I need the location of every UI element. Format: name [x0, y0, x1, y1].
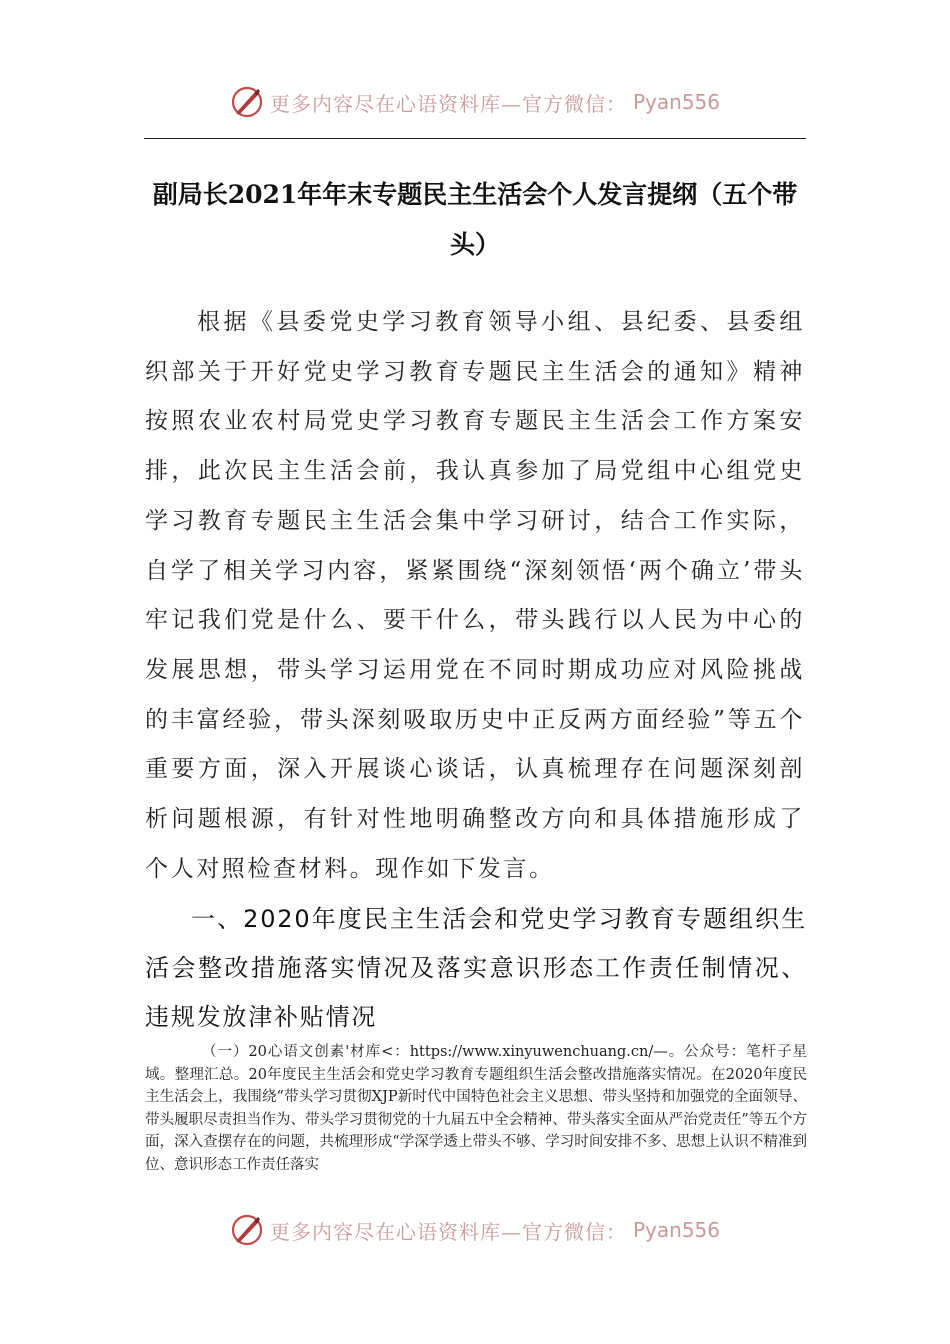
watermark-text: 更多内容尽在心语资料库—官方微信：: [269, 1219, 627, 1244]
wechat-id: Pyan556: [632, 1218, 720, 1242]
header-divider: [144, 138, 806, 139]
header-watermark-banner: [0, 82, 950, 122]
pen-logo-icon: [230, 85, 264, 119]
pen-logo-icon: [230, 1213, 264, 1247]
watermark-text: 更多内容尽在心语资料库—官方微信：: [269, 91, 627, 116]
wechat-id: Pyan556: [632, 90, 720, 114]
footer-watermark-banner: [0, 1210, 950, 1250]
document-title: 副局长2021年年末专题民主生活会个人发言提纲（五个带头）: [152, 180, 798, 259]
intro-paragraph: 根据《县委党史学习教育领导小组、县纪委、县委组织部关于开好党史学习教育专题民主生活会的通知》精神按照农业农村局党史学习教育专题民主生活会工作方案安排，此次民主生活会前，我认真参加了局党组中心组党史学习教育专题民主生活会集中学习研讨，结合工作实际，自学了相关学习内容，紧紧围绕“深刻领悟‘两个确立’带头牢记我们党是什么、要干什么，带头践行以人民为中心的发展思想，带头学习运用党在不同时期成功应对风险挑战的丰富经验，带头深刻吸取历史中正反两方面经验”等五个重要方面，深入开展谈心谈话，认真梳理存在问题深刻剖析问题根源，有针对性地明确整改方向和具体措施形成了个人对照检查材料。现作如下发言。: [145, 309, 805, 882]
sub-paragraph: （一）20心语文创素'材库<：https://www.xinyuwenchuang.cn/—。公众号：笔杆子星域。整理汇总。20年度民主生活会和党史学习教育专题组织生活会整改措施落实情况。在2020年度民主生活会上，我围绕“带头学习贯彻XJP新时代中国特色社会主义思想、带头坚持和加强党的全面领导、带头履职尽责担当作为、带头学习贯彻党的十九届五中全会精神、带头落实全面从严治党责任”等五个方面，深入查摆存在的问题，共梳理形成“学深学透上带头不够、学习时间安排不多、思想上认识不精准到位、意识形态工作责任落实: [145, 1044, 807, 1173]
section-heading: 一、2020年度民主生活会和党史学习教育专题组织生活会整改措施落实情况及落实意识形态工作责任制情况、违规发放津补贴情况: [145, 905, 807, 1031]
